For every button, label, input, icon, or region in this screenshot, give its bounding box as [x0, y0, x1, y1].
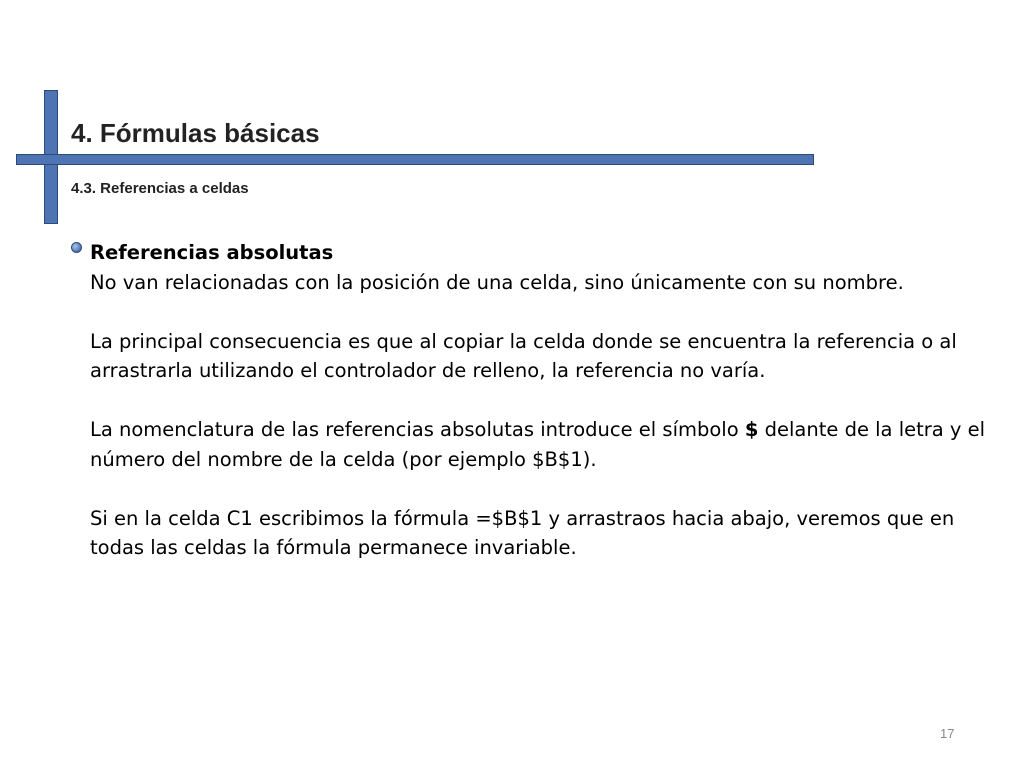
section-heading: Referencias absolutas	[90, 241, 334, 264]
paragraph-3-text-before: La nomenclatura de las referencias absolutas introduce el símbolo	[90, 418, 745, 441]
slide-title: 4. Fórmulas básicas	[71, 118, 320, 148]
paragraph-4: Si en la celda C1 escribimos la fórmula =$B$1 y arrastraos hacia abajo, veremos que en todas las celdas la fórmula permanece invariable.	[90, 506, 955, 559]
paragraph-1: No van relacionadas con la posición de una celda, sino únicamente con su nombre.	[90, 270, 904, 294]
slide-subtitle: 4.3. Referencias a celdas	[71, 180, 249, 197]
dollar-symbol: $	[744, 418, 759, 441]
paragraph-3-text-after: delante de la letra y el número del nombre de la celda (por ejemplo $B$1).	[90, 418, 986, 471]
paragraph-3	[90, 415, 1000, 474]
paragraph-2: La principal consecuencia es que al copiar la celda donde se encuentra la referencia o al arrastrarla utilizando el controlador de relleno, la referencia no varía.	[90, 329, 957, 382]
page-number: 17	[940, 726, 955, 741]
slide-body	[90, 238, 1000, 563]
bullet-icon	[71, 242, 82, 253]
horizontal-accent-bar	[16, 154, 814, 165]
